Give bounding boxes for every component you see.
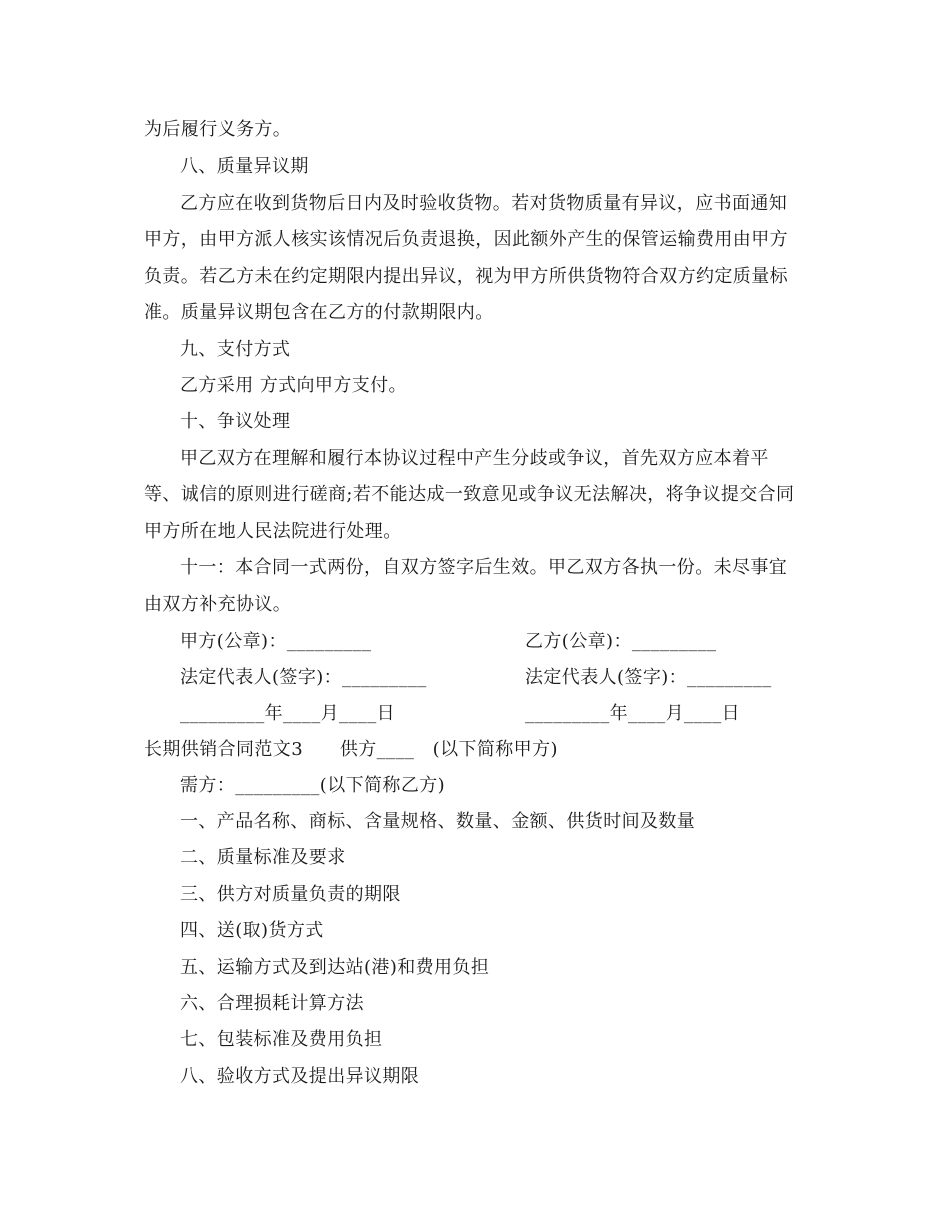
paragraph-line: 等、诚信的原则进行磋商;若不能达成一致意见或争议无法解决，将争议提交合同 <box>144 484 795 505</box>
contract-item: 八、验收方式及提出异议期限 <box>180 1066 420 1087</box>
contract-title-line: 长期供销合同范文3 供方____ (以下简称甲方) <box>144 739 558 760</box>
contract-item: 一、产品名称、商标、含量规格、数量、金额、供货时间及数量 <box>180 811 696 832</box>
party-a-representative-field: 法定代表人(签字)：_________ <box>180 667 427 688</box>
section-heading: 九、支付方式 <box>180 339 291 360</box>
buyer-line: 需方：_________(以下简称乙方) <box>180 775 446 796</box>
section-heading: 十、争议处理 <box>180 411 291 432</box>
party-a-date-field: _________年____月____日 <box>180 703 395 724</box>
contract-item: 二、质量标准及要求 <box>180 847 346 868</box>
paragraph-line: 甲方所在地人民法院进行处理。 <box>144 521 402 542</box>
contract-item: 七、包装标准及费用负担 <box>180 1029 383 1050</box>
paragraph-line: 乙方应在收到货物后日内及时验收货物。若对货物质量有异议，应书面通知 <box>180 193 788 214</box>
party-b-representative-field: 法定代表人(签字)：_________ <box>525 667 772 688</box>
party-b-seal-field: 乙方(公章)：_________ <box>525 631 717 652</box>
contract-item: 四、送(取)货方式 <box>180 920 324 941</box>
party-a-seal-field: 甲方(公章)：_________ <box>180 631 372 652</box>
paragraph-line: 十一：本合同一式两份，自双方签字后生效。甲乙双方各执一份。未尽事宜 <box>180 557 788 578</box>
contract-item: 五、运输方式及到达站(港)和费用负担 <box>180 957 490 978</box>
contract-item: 三、供方对质量负责的期限 <box>180 884 401 905</box>
paragraph-line: 甲方，由甲方派人核实该情况后负责退换，因此额外产生的保管运输费用由甲方 <box>144 229 788 250</box>
paragraph-line: 为后履行义务方。 <box>144 119 292 140</box>
paragraph-line: 由双方补充协议。 <box>144 594 292 615</box>
paragraph-line: 负责。若乙方未在约定期限内提出异议，视为甲方所供货物符合双方约定质量标 <box>144 266 788 287</box>
paragraph-line: 准。质量异议期包含在乙方的付款期限内。 <box>144 302 494 323</box>
party-b-date-field: _________年____月____日 <box>525 703 740 724</box>
paragraph-line: 甲乙双方在理解和履行本协议过程中产生分歧或争议，首先双方应本着平 <box>180 448 769 469</box>
contract-item: 六、合理损耗计算方法 <box>180 993 364 1014</box>
paragraph-line: 乙方采用 方式向甲方支付。 <box>180 375 407 396</box>
section-heading: 八、质量异议期 <box>180 156 309 177</box>
